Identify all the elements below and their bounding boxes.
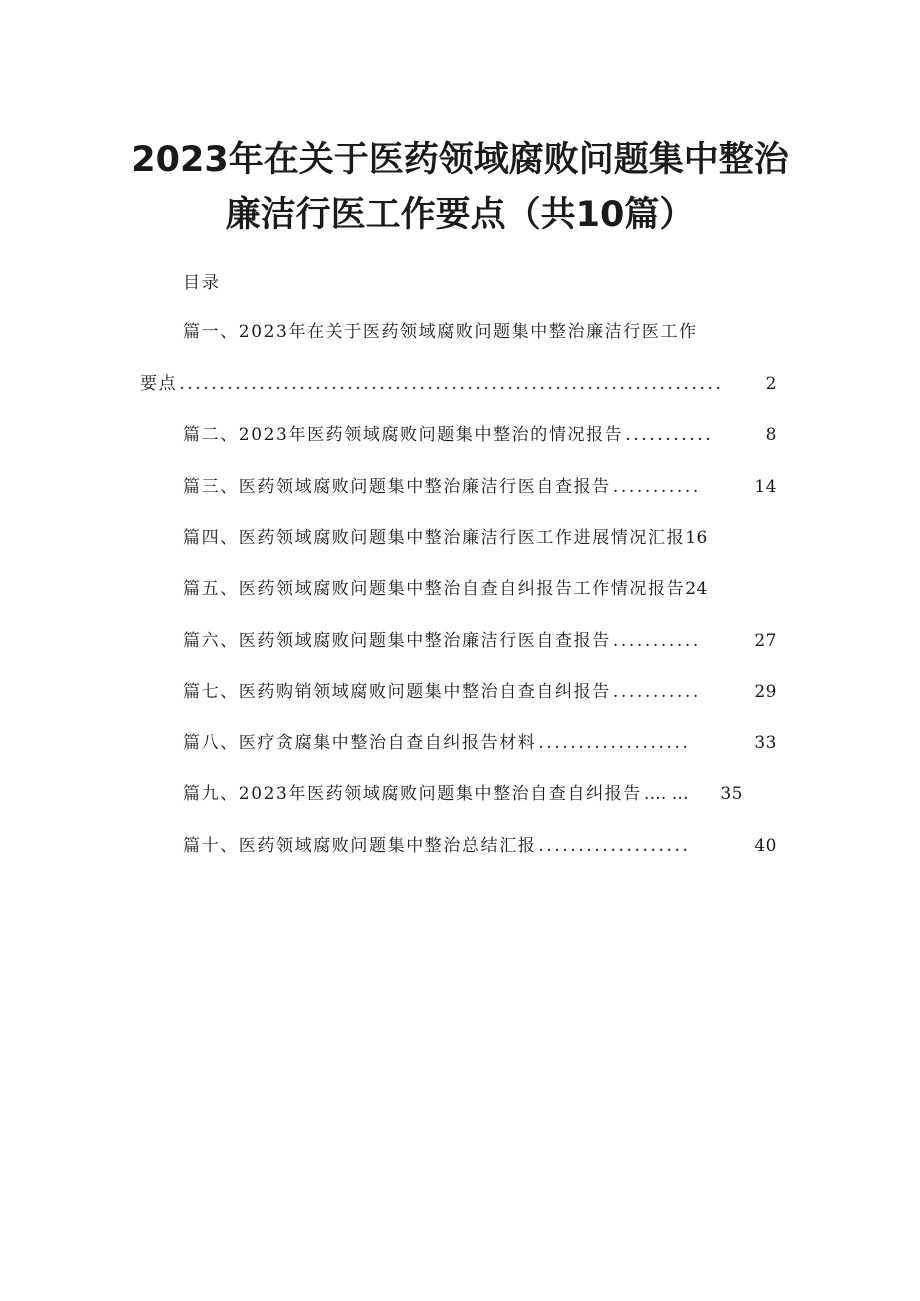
toc-leader-dots: .................................................................... bbox=[179, 374, 724, 394]
toc-entry-4 bbox=[183, 524, 777, 552]
toc-entry-10 bbox=[183, 832, 777, 860]
toc-leader-dots: ................... bbox=[538, 733, 691, 753]
toc-entry-text: 篇二、2023年医药领域腐败问题集中整治的情况报告 bbox=[183, 425, 624, 445]
toc-leader-dots: ........... bbox=[612, 477, 701, 497]
toc-page-number: 16 bbox=[685, 528, 708, 548]
toc-leader-dots: ........... bbox=[612, 631, 701, 651]
toc-page-number: 2 bbox=[765, 374, 777, 394]
toc-leader-dots: ........... bbox=[612, 682, 701, 702]
toc-entry-text: 篇六、医药领域腐败问题集中整治廉洁行医自查报告 bbox=[183, 631, 611, 651]
toc-entry-9 bbox=[183, 780, 743, 808]
toc-leader-dots: …. … bbox=[643, 784, 689, 804]
toc-page-number: 35 bbox=[720, 784, 743, 804]
toc-entry-text: 要点 bbox=[140, 374, 178, 394]
document-title-line-2: 廉洁行医工作要点（共10篇） bbox=[225, 195, 695, 235]
toc-entry-3 bbox=[183, 473, 777, 501]
toc-entry-8 bbox=[183, 729, 777, 757]
toc-entry-1-line-1: 篇一、2023年在关于医药领域腐败问题集中整治廉洁行医工作 bbox=[183, 322, 698, 342]
toc-page-number: 8 bbox=[765, 425, 777, 445]
toc-entry-7 bbox=[183, 678, 777, 706]
document-title-line-1: 2023年在关于医药领域腐败问题集中整治 bbox=[131, 140, 789, 180]
toc-entry-text: 篇七、医药购销领域腐败问题集中整治自查自纠报告 bbox=[183, 682, 611, 702]
toc-entry-2 bbox=[183, 421, 777, 449]
toc-entry-text: 篇五、医药领域腐败问题集中整治自查自纠报告工作情况报告 bbox=[183, 579, 686, 599]
toc-entry-text: 篇九、2023年医药领域腐败问题集中整治自查自纠报告 bbox=[183, 784, 642, 804]
toc-page-number: 24 bbox=[685, 579, 708, 599]
toc-entry-text: 篇八、医疗贪腐集中整治自查自纠报告材料 bbox=[183, 733, 537, 753]
toc-leader-dots: ................... bbox=[538, 836, 691, 856]
toc-page-number: 33 bbox=[754, 733, 777, 753]
toc-page-number: 27 bbox=[754, 631, 777, 651]
toc-leader-dots: ........... bbox=[625, 425, 714, 445]
toc-entry-text: 篇三、医药领域腐败问题集中整治廉洁行医自查报告 bbox=[183, 477, 611, 497]
toc-entry-5 bbox=[183, 575, 777, 603]
toc-page-number: 14 bbox=[754, 477, 777, 497]
toc-heading: 目录 bbox=[183, 273, 221, 293]
toc-entry-1 bbox=[140, 370, 777, 398]
toc-entry-text: 篇十、医药领域腐败问题集中整治总结汇报 bbox=[183, 836, 537, 856]
toc-entry-text: 篇四、医药领域腐败问题集中整治廉洁行医工作进展情况汇报 bbox=[183, 528, 686, 548]
toc-page-number: 29 bbox=[754, 682, 777, 702]
toc-page-number: 40 bbox=[754, 836, 777, 856]
toc-entry-6 bbox=[183, 627, 777, 655]
